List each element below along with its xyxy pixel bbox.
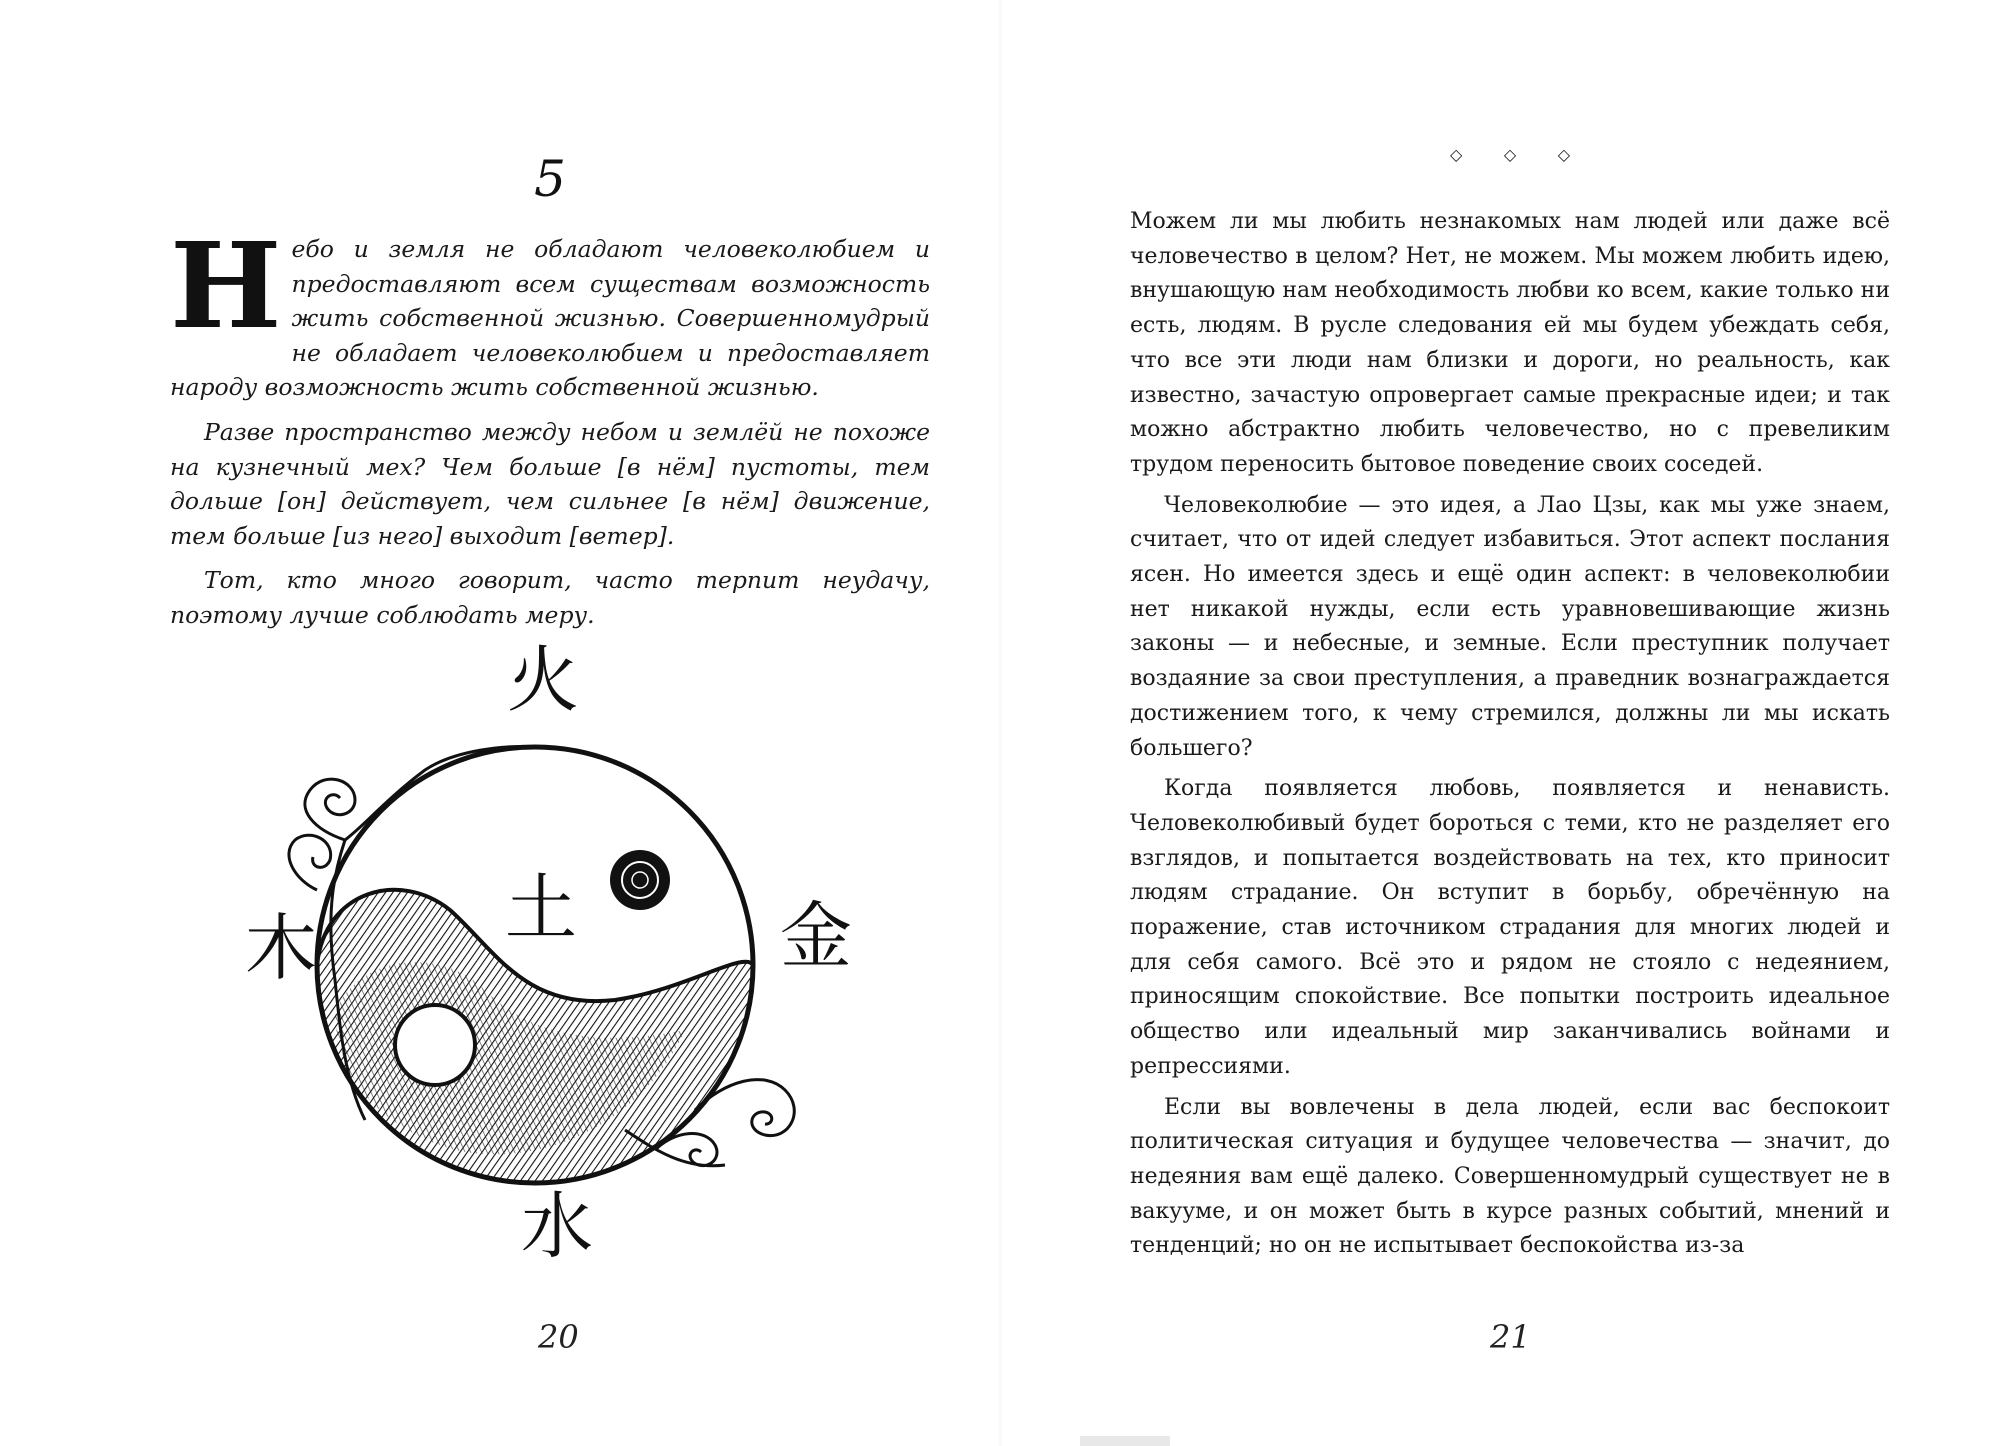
right-paragraph-4: Если вы вовлечены в дела людей, если вас беспокоит политическая ситуация и будущее человечества — значит, до недеяния вам ещё далеко. Совершенномудрый существует не в вакууме, и он может быть в курсе разных событий, мнений и тенденций; но он не испытывает беспокойства из-за [1130,1094,1890,1259]
wood-element-char: 木 [245,906,318,990]
right-paragraph-3: Когда появляется любовь, появляется и ненависть. Человеколюбивый будет бороться с теми, кто не разделяет его взглядов, и попытается воздействовать на тех, кто приносит людям страдание. Он вступит в борьбу, обречённую на поражение, став источником страдания для многих людей и для себя самого. Всё это и рядом не стояло с недеянием, приносящим спокойствие. Все попытки построить идеальное общество или идеальный мир заканчивались войнами и репрессиями. [1130,776,1890,1079]
left-paragraph-1: Небо и земля не обладают человеколюбием и предоставляют всем существам возможность жить собственной жизнью. Совершенномудрый не обладает человеколюбием и предоставляет народу возможность жить собственной жизнью. [170,216,930,402]
diamond-ornament-icon: ◇ [1503,145,1517,164]
drop-cap: Н [170,216,282,355]
metal-element-char: 金 [780,894,853,978]
chapter-number: 5 [534,150,566,208]
right-page-text [1130,205,1890,1270]
left-paragraph-2: Разве пространство между небом и землёй не похоже на кузнечный мех? Чем больше [в нём] пустоты, тем дольше [он] действует, чем сильнее [в нём] движение, тем больше [из него] выходит [ветер]. [170,417,930,550]
water-element-char: 水 [521,1184,594,1268]
ornament-separator [1450,145,1570,164]
diamond-ornament-icon: ◇ [1557,145,1570,164]
right-page [1000,0,2000,1446]
fire-element-char: 火 [507,638,580,722]
page-number-right: 21 [1490,1318,1531,1356]
right-paragraph-1: Можем ли мы любить незнакомых нам людей или даже всё человечество в целом? Нет, не можем. Мы можем любить идею, внушающую нам необходимость любви ко всем, какие только ни есть, людям. В русле следования ей мы будем убеждать себя, что все эти люди нам близки и дороги, но реальность, как известно, зачастую опровергает самые прекрасные идеи; и так можно абстрактно любить человечество, но с превеликим трудом переносить бытовое поведение своих соседей. [1130,209,1890,477]
binding-mark [1080,1436,1170,1446]
right-paragraph-2: Человеколюбие — это идея, а Лао Цзы, как мы уже знаем, считает, что от идей следует избавиться. Этот аспект послания ясен. Но имеется здесь и ещё один аспект: в человеколюбии нет никакой нужды, если есть уравновешивающие жизнь законы — и небесные, и земные. Если преступник получает воздаяние за свои преступления, а праведник вознаграждается достижением того, к чему стремился, должны ли мы искать большего? [1130,492,1890,761]
earth-element-char: 土 [505,866,578,950]
left-paragraph-3: Тот, кто много говорит, часто терпит неудачу, поэтому лучше соблюдать меру. [170,566,930,629]
page-number-left: 20 [538,1318,579,1356]
yin-yang-illustration [225,638,853,1280]
left-page-text [170,216,930,633]
diamond-ornament-icon: ◇ [1450,145,1463,164]
